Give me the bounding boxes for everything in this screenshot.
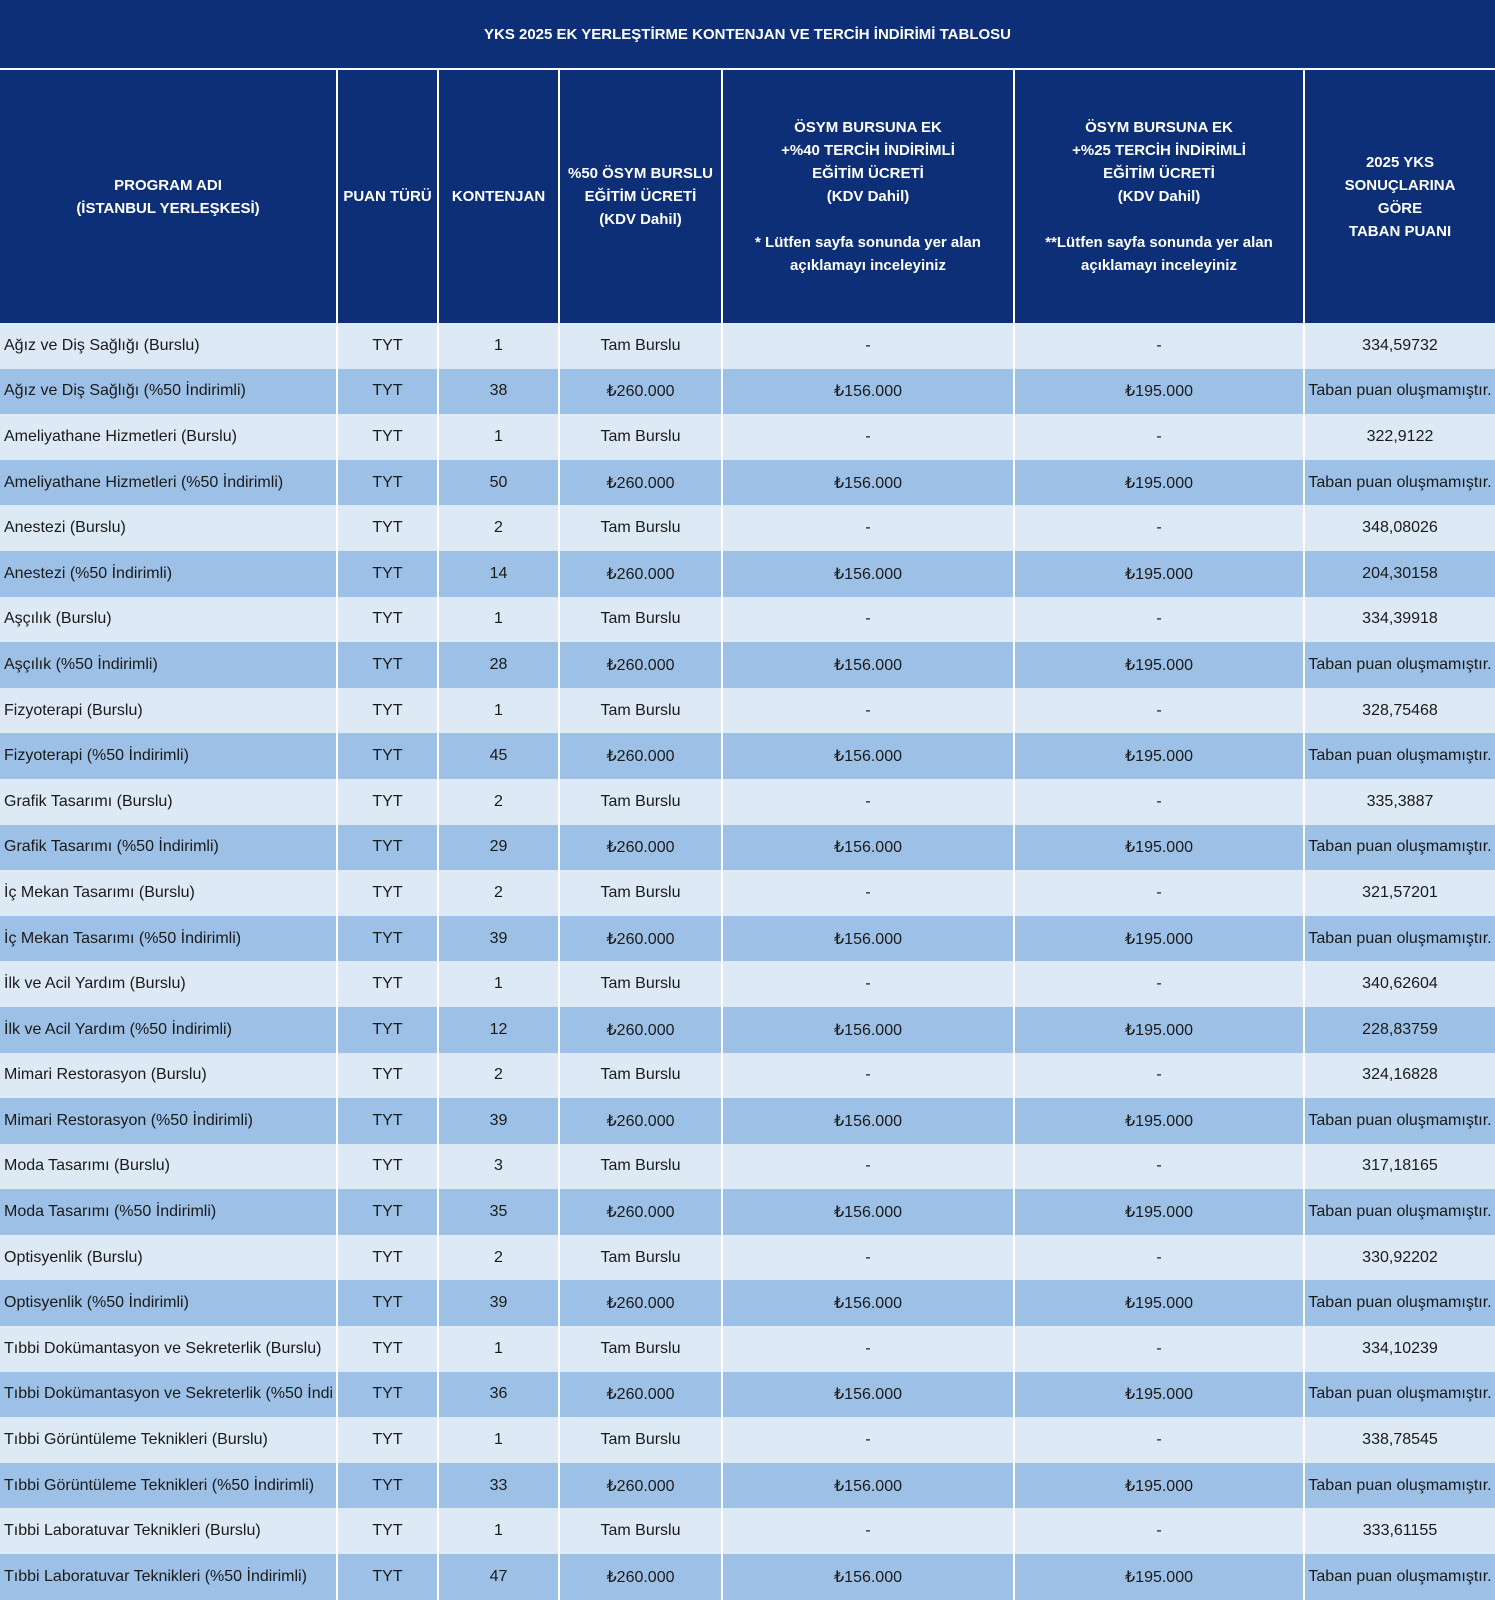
cell-quota: 2 (438, 1053, 559, 1099)
cell-osym-fee: Tam Burslu (559, 414, 722, 460)
table-row (0, 1417, 1495, 1463)
cell-score-type: TYT (337, 323, 438, 369)
table-row (0, 688, 1495, 734)
col-25-discount-fee: ÖSYM BURSUNA EK +%25 TERCİH İNDİRİMLİ EĞİTİM ÜCRETİ (KDV Dahil) **Lütfen sayfa sonunda yer alan açıklamayı inceleyiniz (1014, 70, 1304, 323)
table-title: YKS 2025 EK YERLEŞTİRME KONTENJAN VE TERCİH İNDİRİMİ TABLOSU (0, 0, 1495, 70)
cell-quota: 36 (438, 1372, 559, 1418)
table-row (0, 414, 1495, 460)
cell-quota: 29 (438, 825, 559, 871)
cell-40-discount-fee: - (722, 1508, 1014, 1554)
cell-base-score: 317,18165 (1304, 1144, 1495, 1190)
cell-osym-fee: ₺260.000 (559, 1463, 722, 1509)
cell-score-type: TYT (337, 460, 438, 506)
cell-quota: 3 (438, 1144, 559, 1190)
cell-40-discount-fee: ₺156.000 (722, 916, 1014, 962)
cell-osym-fee: ₺260.000 (559, 1280, 722, 1326)
cell-program-name: Tıbbi Laboratuvar Teknikleri (%50 İndirimli) (0, 1554, 337, 1600)
cell-quota: 1 (438, 961, 559, 1007)
table-row (0, 551, 1495, 597)
cell-25-discount-fee: ₺195.000 (1014, 1554, 1304, 1600)
cell-osym-fee: Tam Burslu (559, 1326, 722, 1372)
cell-quota: 2 (438, 505, 559, 551)
cell-40-discount-fee: ₺156.000 (722, 460, 1014, 506)
cell-program-name: Anestezi (Burslu) (0, 505, 337, 551)
cell-quota: 33 (438, 1463, 559, 1509)
cell-program-name: İlk ve Acil Yardım (Burslu) (0, 961, 337, 1007)
cell-base-score: Taban puan oluşmamıştır. (1304, 369, 1495, 415)
cell-base-score: 330,92202 (1304, 1235, 1495, 1281)
cell-osym-fee: Tam Burslu (559, 323, 722, 369)
cell-quota: 45 (438, 733, 559, 779)
cell-osym-fee: Tam Burslu (559, 597, 722, 643)
cell-40-discount-fee: - (722, 1326, 1014, 1372)
table-row (0, 597, 1495, 643)
cell-25-discount-fee: - (1014, 1508, 1304, 1554)
cell-score-type: TYT (337, 961, 438, 1007)
cell-score-type: TYT (337, 1098, 438, 1144)
cell-program-name: Ameliyathane Hizmetleri (%50 İndirimli) (0, 460, 337, 506)
cell-score-type: TYT (337, 688, 438, 734)
cell-program-name: İç Mekan Tasarımı (%50 İndirimli) (0, 916, 337, 962)
cell-score-type: TYT (337, 1144, 438, 1190)
table-row (0, 961, 1495, 1007)
cell-40-discount-fee: ₺156.000 (722, 551, 1014, 597)
cell-program-name: Moda Tasarımı (%50 İndirimli) (0, 1189, 337, 1235)
cell-base-score: Taban puan oluşmamıştır. (1304, 825, 1495, 871)
cell-25-discount-fee: ₺195.000 (1014, 642, 1304, 688)
table-row (0, 1463, 1495, 1509)
cell-quota: 2 (438, 1235, 559, 1281)
cell-osym-fee: Tam Burslu (559, 961, 722, 1007)
cell-quota: 2 (438, 779, 559, 825)
cell-40-discount-fee: ₺156.000 (722, 1098, 1014, 1144)
cell-base-score: 322,9122 (1304, 414, 1495, 460)
cell-base-score: 321,57201 (1304, 870, 1495, 916)
table-row (0, 323, 1495, 369)
cell-40-discount-fee: - (722, 961, 1014, 1007)
cell-base-score: 340,62604 (1304, 961, 1495, 1007)
cell-program-name: Tıbbi Dokümantasyon ve Sekreterlik (Burslu) (0, 1326, 337, 1372)
cell-40-discount-fee: ₺156.000 (722, 1007, 1014, 1053)
table-row (0, 1007, 1495, 1053)
cell-quota: 1 (438, 323, 559, 369)
cell-score-type: TYT (337, 1372, 438, 1418)
cell-program-name: Anestezi (%50 İndirimli) (0, 551, 337, 597)
cell-base-score: 204,30158 (1304, 551, 1495, 597)
cell-quota: 50 (438, 460, 559, 506)
cell-score-type: TYT (337, 1235, 438, 1281)
table-row (0, 1235, 1495, 1281)
cell-program-name: İç Mekan Tasarımı (Burslu) (0, 870, 337, 916)
table-row (0, 1326, 1495, 1372)
cell-base-score: 324,16828 (1304, 1053, 1495, 1099)
cell-osym-fee: Tam Burslu (559, 1053, 722, 1099)
cell-base-score: Taban puan oluşmamıştır. (1304, 1463, 1495, 1509)
cell-program-name: Tıbbi Dokümantasyon ve Sekreterlik (%50 İndi (0, 1372, 337, 1418)
cell-score-type: TYT (337, 1053, 438, 1099)
cell-base-score: Taban puan oluşmamıştır. (1304, 1372, 1495, 1418)
header-row (0, 70, 1495, 323)
cell-25-discount-fee: - (1014, 1326, 1304, 1372)
cell-25-discount-fee: - (1014, 597, 1304, 643)
table-row (0, 505, 1495, 551)
cell-25-discount-fee: - (1014, 779, 1304, 825)
cell-score-type: TYT (337, 825, 438, 871)
table-row (0, 1372, 1495, 1418)
cell-40-discount-fee: ₺156.000 (722, 642, 1014, 688)
quota-table (0, 70, 1495, 1600)
cell-program-name: Ağız ve Diş Sağlığı (%50 İndirimli) (0, 369, 337, 415)
cell-program-name: Ağız ve Diş Sağlığı (Burslu) (0, 323, 337, 369)
cell-osym-fee: ₺260.000 (559, 1372, 722, 1418)
table-row (0, 733, 1495, 779)
table-row (0, 1098, 1495, 1144)
cell-score-type: TYT (337, 551, 438, 597)
cell-osym-fee: Tam Burslu (559, 1417, 722, 1463)
cell-40-discount-fee: - (722, 597, 1014, 643)
cell-score-type: TYT (337, 733, 438, 779)
cell-40-discount-fee: - (722, 1053, 1014, 1099)
cell-25-discount-fee: ₺195.000 (1014, 1007, 1304, 1053)
cell-25-discount-fee: ₺195.000 (1014, 1280, 1304, 1326)
cell-quota: 39 (438, 1098, 559, 1144)
cell-40-discount-fee: - (722, 414, 1014, 460)
cell-base-score: 333,61155 (1304, 1508, 1495, 1554)
cell-osym-fee: ₺260.000 (559, 1189, 722, 1235)
cell-program-name: Mimari Restorasyon (Burslu) (0, 1053, 337, 1099)
cell-25-discount-fee: - (1014, 1417, 1304, 1463)
cell-score-type: TYT (337, 369, 438, 415)
cell-25-discount-fee: ₺195.000 (1014, 460, 1304, 506)
table-row (0, 369, 1495, 415)
cell-osym-fee: Tam Burslu (559, 870, 722, 916)
cell-40-discount-fee: ₺156.000 (722, 1189, 1014, 1235)
col-program-name: PROGRAM ADI (İSTANBUL YERLEŞKESİ) (0, 70, 337, 323)
cell-score-type: TYT (337, 1417, 438, 1463)
cell-base-score: 228,83759 (1304, 1007, 1495, 1053)
cell-25-discount-fee: ₺195.000 (1014, 1189, 1304, 1235)
cell-40-discount-fee: ₺156.000 (722, 733, 1014, 779)
cell-25-discount-fee: - (1014, 1053, 1304, 1099)
cell-40-discount-fee: ₺156.000 (722, 1372, 1014, 1418)
cell-25-discount-fee: - (1014, 323, 1304, 369)
col-quota: KONTENJAN (438, 70, 559, 323)
cell-program-name: Ameliyathane Hizmetleri (Burslu) (0, 414, 337, 460)
cell-osym-fee: Tam Burslu (559, 1508, 722, 1554)
cell-quota: 1 (438, 688, 559, 734)
cell-25-discount-fee: ₺195.000 (1014, 1098, 1304, 1144)
cell-25-discount-fee: ₺195.000 (1014, 1463, 1304, 1509)
cell-quota: 38 (438, 369, 559, 415)
cell-25-discount-fee: ₺195.000 (1014, 825, 1304, 871)
cell-40-discount-fee: ₺156.000 (722, 1463, 1014, 1509)
cell-base-score: Taban puan oluşmamıştır. (1304, 916, 1495, 962)
cell-program-name: Optisyenlik (Burslu) (0, 1235, 337, 1281)
cell-program-name: Tıbbi Görüntüleme Teknikleri (Burslu) (0, 1417, 337, 1463)
cell-base-score: 334,10239 (1304, 1326, 1495, 1372)
cell-40-discount-fee: ₺156.000 (722, 1280, 1014, 1326)
table-row (0, 1144, 1495, 1190)
cell-40-discount-fee: - (722, 1235, 1014, 1281)
cell-osym-fee: ₺260.000 (559, 460, 722, 506)
cell-score-type: TYT (337, 597, 438, 643)
col-base-score: 2025 YKS SONUÇLARINA GÖRE TABAN PUANI (1304, 70, 1495, 323)
cell-score-type: TYT (337, 1463, 438, 1509)
cell-score-type: TYT (337, 1189, 438, 1235)
cell-25-discount-fee: ₺195.000 (1014, 1372, 1304, 1418)
cell-osym-fee: Tam Burslu (559, 1235, 722, 1281)
cell-25-discount-fee: ₺195.000 (1014, 369, 1304, 415)
table-row (0, 460, 1495, 506)
cell-score-type: TYT (337, 916, 438, 962)
cell-program-name: Mimari Restorasyon (%50 İndirimli) (0, 1098, 337, 1144)
cell-score-type: TYT (337, 505, 438, 551)
cell-program-name: Tıbbi Görüntüleme Teknikleri (%50 İndirimli) (0, 1463, 337, 1509)
cell-score-type: TYT (337, 1326, 438, 1372)
cell-quota: 28 (438, 642, 559, 688)
cell-25-discount-fee: - (1014, 961, 1304, 1007)
table-row (0, 1508, 1495, 1554)
cell-quota: 35 (438, 1189, 559, 1235)
cell-osym-fee: Tam Burslu (559, 1144, 722, 1190)
cell-25-discount-fee: - (1014, 1144, 1304, 1190)
cell-osym-fee: ₺260.000 (559, 642, 722, 688)
table-row (0, 1280, 1495, 1326)
cell-osym-fee: ₺260.000 (559, 916, 722, 962)
cell-osym-fee: ₺260.000 (559, 1007, 722, 1053)
cell-40-discount-fee: - (722, 1144, 1014, 1190)
cell-program-name: Moda Tasarımı (Burslu) (0, 1144, 337, 1190)
col-40-discount-fee: ÖSYM BURSUNA EK +%40 TERCİH İNDİRİMLİ EĞİTİM ÜCRETİ (KDV Dahil) * Lütfen sayfa sonunda yer alan açıklamayı inceleyiniz (722, 70, 1014, 323)
cell-base-score: Taban puan oluşmamıştır. (1304, 733, 1495, 779)
cell-quota: 12 (438, 1007, 559, 1053)
cell-base-score: 348,08026 (1304, 505, 1495, 551)
cell-score-type: TYT (337, 1508, 438, 1554)
cell-osym-fee: ₺260.000 (559, 1554, 722, 1600)
cell-quota: 2 (438, 870, 559, 916)
cell-base-score: 335,3887 (1304, 779, 1495, 825)
cell-program-name: Grafik Tasarımı (Burslu) (0, 779, 337, 825)
cell-osym-fee: ₺260.000 (559, 369, 722, 415)
cell-base-score: Taban puan oluşmamıştır. (1304, 1098, 1495, 1144)
cell-score-type: TYT (337, 1554, 438, 1600)
cell-40-discount-fee: ₺156.000 (722, 369, 1014, 415)
cell-40-discount-fee: ₺156.000 (722, 1554, 1014, 1600)
cell-quota: 1 (438, 1417, 559, 1463)
cell-25-discount-fee: - (1014, 414, 1304, 460)
cell-40-discount-fee: - (722, 688, 1014, 734)
cell-base-score: Taban puan oluşmamıştır. (1304, 1189, 1495, 1235)
cell-base-score: Taban puan oluşmamıştır. (1304, 1554, 1495, 1600)
cell-25-discount-fee: - (1014, 870, 1304, 916)
table-row (0, 825, 1495, 871)
cell-program-name: Tıbbi Laboratuvar Teknikleri (Burslu) (0, 1508, 337, 1554)
cell-osym-fee: Tam Burslu (559, 688, 722, 734)
cell-osym-fee: Tam Burslu (559, 779, 722, 825)
cell-osym-fee: ₺260.000 (559, 551, 722, 597)
cell-program-name: Grafik Tasarımı (%50 İndirimli) (0, 825, 337, 871)
table-row (0, 779, 1495, 825)
cell-quota: 47 (438, 1554, 559, 1600)
cell-40-discount-fee: - (722, 1417, 1014, 1463)
cell-score-type: TYT (337, 870, 438, 916)
col-score-type: PUAN TÜRÜ (337, 70, 438, 323)
table-row (0, 642, 1495, 688)
cell-base-score: 334,39918 (1304, 597, 1495, 643)
cell-quota: 14 (438, 551, 559, 597)
cell-40-discount-fee: - (722, 779, 1014, 825)
cell-40-discount-fee: - (722, 870, 1014, 916)
cell-program-name: Fizyoterapi (Burslu) (0, 688, 337, 734)
cell-program-name: Aşçılık (%50 İndirimli) (0, 642, 337, 688)
cell-osym-fee: Tam Burslu (559, 505, 722, 551)
cell-40-discount-fee: ₺156.000 (722, 825, 1014, 871)
table-row (0, 1189, 1495, 1235)
col-osym-fee: %50 ÖSYM BURSLU EĞİTİM ÜCRETİ (KDV Dahil) (559, 70, 722, 323)
cell-quota: 1 (438, 1508, 559, 1554)
cell-25-discount-fee: - (1014, 505, 1304, 551)
table-row (0, 916, 1495, 962)
cell-25-discount-fee: ₺195.000 (1014, 551, 1304, 597)
cell-25-discount-fee: - (1014, 1235, 1304, 1281)
cell-quota: 39 (438, 1280, 559, 1326)
cell-25-discount-fee: - (1014, 688, 1304, 734)
cell-25-discount-fee: ₺195.000 (1014, 916, 1304, 962)
cell-quota: 1 (438, 597, 559, 643)
cell-score-type: TYT (337, 1007, 438, 1053)
cell-osym-fee: ₺260.000 (559, 733, 722, 779)
cell-base-score: Taban puan oluşmamıştır. (1304, 1280, 1495, 1326)
cell-base-score: 334,59732 (1304, 323, 1495, 369)
cell-score-type: TYT (337, 642, 438, 688)
cell-40-discount-fee: - (722, 323, 1014, 369)
table-row (0, 1554, 1495, 1600)
cell-program-name: İlk ve Acil Yardım (%50 İndirimli) (0, 1007, 337, 1053)
cell-quota: 1 (438, 1326, 559, 1372)
cell-base-score: 328,75468 (1304, 688, 1495, 734)
cell-score-type: TYT (337, 1280, 438, 1326)
cell-score-type: TYT (337, 414, 438, 460)
cell-base-score: Taban puan oluşmamıştır. (1304, 642, 1495, 688)
cell-quota: 1 (438, 414, 559, 460)
cell-score-type: TYT (337, 779, 438, 825)
cell-program-name: Fizyoterapi (%50 İndirimli) (0, 733, 337, 779)
cell-program-name: Optisyenlik (%50 İndirimli) (0, 1280, 337, 1326)
cell-osym-fee: ₺260.000 (559, 1098, 722, 1144)
table-row (0, 1053, 1495, 1099)
cell-25-discount-fee: ₺195.000 (1014, 733, 1304, 779)
cell-osym-fee: ₺260.000 (559, 825, 722, 871)
table-row (0, 870, 1495, 916)
cell-quota: 39 (438, 916, 559, 962)
cell-base-score: Taban puan oluşmamıştır. (1304, 460, 1495, 506)
cell-program-name: Aşçılık (Burslu) (0, 597, 337, 643)
cell-base-score: 338,78545 (1304, 1417, 1495, 1463)
cell-40-discount-fee: - (722, 505, 1014, 551)
